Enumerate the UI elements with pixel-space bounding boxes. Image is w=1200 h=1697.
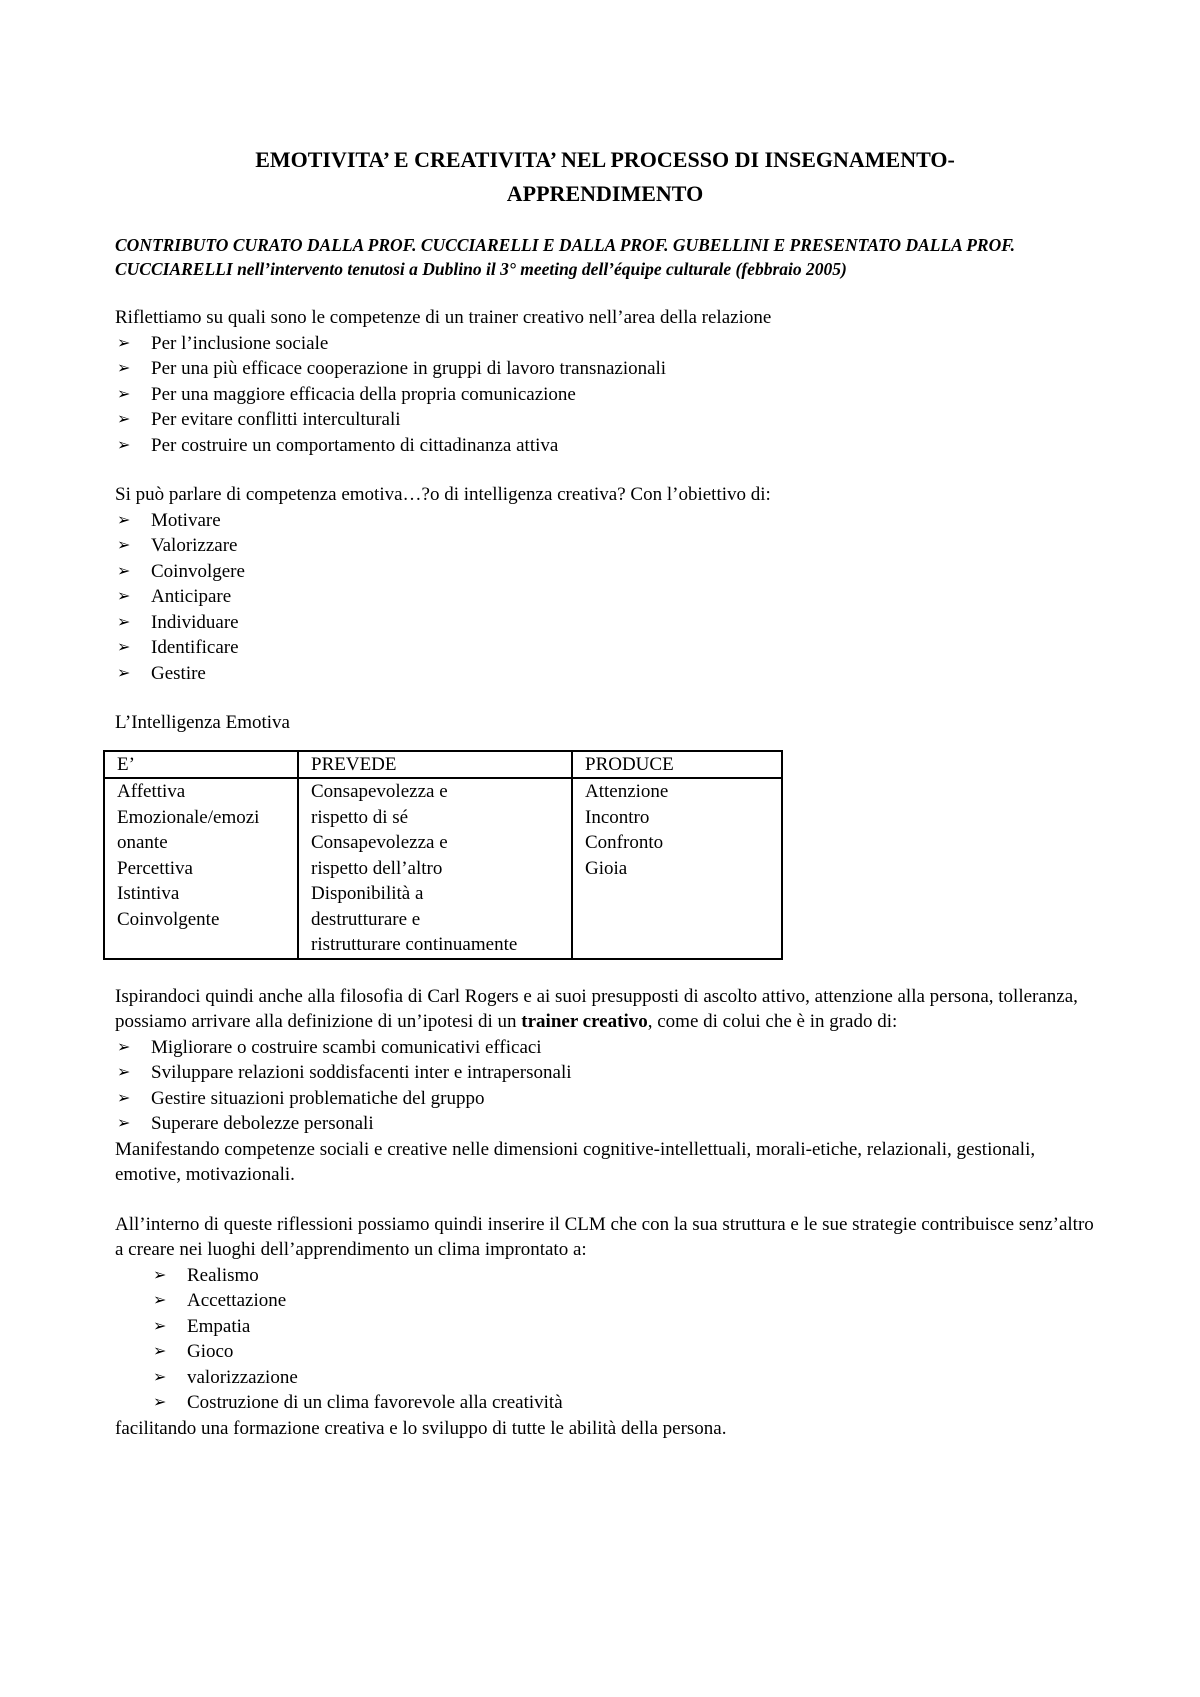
arrow-bullet-icon: ➢ xyxy=(117,613,131,631)
arrow-bullet-icon: ➢ xyxy=(117,360,131,377)
arrow-bullet-icon: ➢ xyxy=(117,411,131,428)
section2-list xyxy=(115,508,1095,687)
section4-lead: All’interno di queste riflessioni possiamo quindi inserire il CLM che con la sua struttura e le sue strategie contribuisce senz’altro a creare nei luoghi dell’apprendimento un clima improntato a: xyxy=(115,1213,1094,1260)
table-header-cell: E’ xyxy=(104,751,298,779)
section2-lead: Si può parlare di competenza emotiva…?o di intelligenza creativa? Con l’obiettivo di: xyxy=(115,484,771,505)
arrow-bullet-icon: ➢ xyxy=(153,1317,167,1335)
arrow-bullet-icon: ➢ xyxy=(117,1115,131,1132)
list-item: ➢ Per evitare conflitti interculturali xyxy=(115,407,1095,433)
arrow-bullet-icon: ➢ xyxy=(153,1368,167,1386)
arrow-bullet-icon: ➢ xyxy=(117,664,131,682)
title-line-1: EMOTIVITA’ E CREATIVITA’ NEL PROCESSO DI INSEGNAMENTO- xyxy=(255,147,955,172)
trainer-creativo-bold: trainer creativo xyxy=(521,1011,648,1032)
title-line-2: APPRENDIMENTO xyxy=(506,181,704,206)
arrow-bullet-icon: ➢ xyxy=(117,334,131,352)
document-title xyxy=(115,143,1095,211)
table-header-cell: PREVEDE xyxy=(298,751,572,779)
list-item: ➢ Accettazione xyxy=(115,1288,1095,1314)
arrow-bullet-icon: ➢ xyxy=(153,1266,167,1284)
list-item: ➢ Gestire xyxy=(115,661,1095,687)
list-item: ➢ Empatia xyxy=(115,1314,1095,1340)
emotional-intelligence-table xyxy=(103,750,783,960)
list-item: ➢ Per l’inclusione sociale xyxy=(115,331,1095,357)
arrow-bullet-icon: ➢ xyxy=(153,1343,167,1360)
list-item: ➢ valorizzazione xyxy=(115,1365,1095,1391)
list-item: ➢ Realismo xyxy=(115,1263,1095,1289)
table-header-row xyxy=(104,751,782,779)
arrow-bullet-icon: ➢ xyxy=(117,639,131,656)
arrow-bullet-icon: ➢ xyxy=(117,1038,131,1056)
arrow-bullet-icon: ➢ xyxy=(117,436,131,454)
document-body xyxy=(115,143,1095,1441)
list-item: ➢ Superare debolezze personali xyxy=(115,1111,1095,1137)
list-item: ➢ Per una maggiore efficacia della propria comunicazione xyxy=(115,382,1095,408)
arrow-bullet-icon: ➢ xyxy=(153,1394,167,1411)
arrow-bullet-icon: ➢ xyxy=(117,1064,131,1081)
section1-lead: Riflettiamo su quali sono le competenze di un trainer creativo nell’area della relazione xyxy=(115,307,772,328)
arrow-bullet-icon: ➢ xyxy=(117,1089,131,1107)
list-item: ➢ Per costruire un comportamento di cittadinanza attiva xyxy=(115,433,1095,459)
list-item: ➢ Motivare xyxy=(115,508,1095,534)
list-item: ➢ Individuare xyxy=(115,610,1095,636)
section4-list xyxy=(115,1263,1095,1416)
table-row xyxy=(104,778,782,959)
arrow-bullet-icon: ➢ xyxy=(117,562,131,580)
list-item: ➢ Costruzione di un clima favorevole alla creatività xyxy=(115,1390,1095,1416)
intro-rest: nell’intervento tenutosi a Dublino il 3° meeting dell’équipe culturale (febbraio 2005) xyxy=(232,259,847,279)
table-header-cell: PRODUCE xyxy=(572,751,782,779)
list-item: ➢ Sviluppare relazioni soddisfacenti inter e intrapersonali xyxy=(115,1060,1095,1086)
table-title: L’Intelligenza Emotiva xyxy=(115,712,290,733)
section3-paragraph: Ispirandoci quindi anche alla filosofia di Carl Rogers e ai suoi presupposti di ascolto attivo, attenzione alla persona, tolleranza, possiamo arrivare alla definizione di un’ipotesi di un trainer creativo, come di colui che è in grado di: xyxy=(115,985,1078,1032)
list-item: ➢ Per una più efficace cooperazione in gruppi di lavoro transnazionali xyxy=(115,356,1095,382)
list-item: ➢ Gioco xyxy=(115,1339,1095,1365)
section1-list xyxy=(115,331,1095,459)
arrow-bullet-icon: ➢ xyxy=(117,537,131,554)
list-item: ➢ Migliorare o costruire scambi comunicativi efficaci xyxy=(115,1035,1095,1061)
list-item: ➢ Coinvolgere xyxy=(115,559,1095,585)
arrow-bullet-icon: ➢ xyxy=(117,385,131,403)
arrow-bullet-icon: ➢ xyxy=(153,1292,167,1309)
intro-bold: CONTRIBUTO CURATO DALLA PROF. CUCCIARELLI E DALLA PROF. GUBELLINI E PRESENTATO DALLA PROF. CUCCIARELLI xyxy=(115,235,1016,279)
list-item: ➢ Gestire situazioni problematiche del gruppo xyxy=(115,1086,1095,1112)
list-item: ➢ Anticipare xyxy=(115,584,1095,610)
table-cell-e: Affettiva Emozionale/emozi onante Percettiva Istintiva Coinvolgente xyxy=(104,778,298,959)
section3-list xyxy=(115,1035,1095,1137)
section3-closing: Manifestando competenze sociali e creative nelle dimensioni cognitive-intellettuali, morali-etiche, relazionali, gestionali, emotive, motivazionali. xyxy=(115,1138,1036,1185)
intro-paragraph xyxy=(115,233,1095,281)
arrow-bullet-icon: ➢ xyxy=(117,588,131,605)
table-cell-prevede: Consapevolezza e rispetto di sé Consapevolezza e rispetto dell’altro Disponibilità a destrutturare e ristrutturare continuamente xyxy=(298,778,572,959)
table-cell-produce: Attenzione Incontro Confronto Gioia xyxy=(572,778,782,959)
list-item: ➢ Identificare xyxy=(115,635,1095,661)
arrow-bullet-icon: ➢ xyxy=(117,511,131,529)
section4-closing: facilitando una formazione creativa e lo sviluppo di tutte le abilità della persona. xyxy=(115,1417,727,1439)
list-item: ➢ Valorizzare xyxy=(115,533,1095,559)
